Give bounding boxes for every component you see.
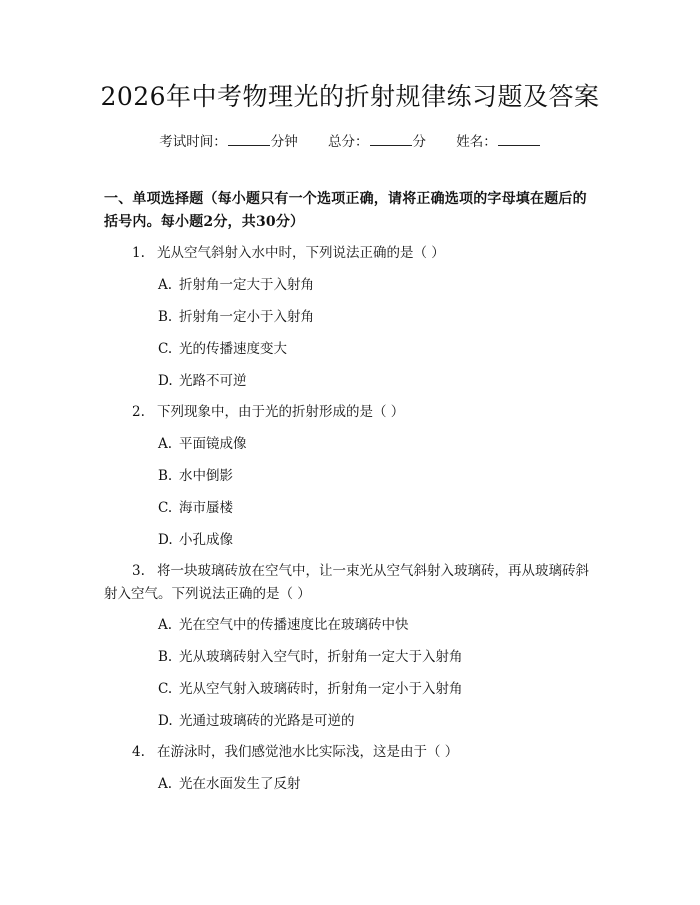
option-text: 水中倒影 (179, 468, 233, 484)
question-stem: 光从空气斜射入水中时，下列说法正确的是（ ） (157, 245, 445, 261)
option-text: 光在水面发生了反射 (179, 776, 301, 792)
option-1a[interactable] (158, 274, 314, 296)
option-text: 光的传播速度变大 (179, 341, 287, 357)
exam-time-unit: 分钟 (270, 134, 298, 150)
student-name-field (456, 131, 541, 152)
option-4a[interactable] (158, 773, 301, 795)
question-number: 1. (132, 245, 145, 261)
question-2 (132, 401, 404, 423)
option-letter: A. (158, 277, 173, 293)
exam-time-field (159, 131, 298, 152)
question-4 (132, 741, 458, 763)
document-title: 2026年中考物理光的折射规律练习题及答案 (100, 82, 600, 111)
question-1 (132, 242, 445, 264)
option-1d[interactable] (158, 370, 247, 392)
option-2d[interactable] (158, 529, 233, 551)
option-letter: D. (158, 373, 173, 389)
question-stem: 在游泳时，我们感觉池水比实际浅，这是由于（ ） (157, 744, 459, 760)
question-number: 4. (132, 744, 145, 760)
option-letter: D. (158, 713, 173, 729)
student-name-label: 姓名： (456, 134, 497, 150)
question-3 (104, 560, 598, 606)
question-number: 2. (132, 404, 145, 420)
option-text: 光路不可逆 (179, 373, 247, 389)
option-1c[interactable] (158, 338, 287, 360)
option-letter: C. (158, 341, 173, 357)
total-score-blank[interactable] (370, 131, 412, 146)
option-2c[interactable] (158, 497, 233, 519)
option-text: 光从玻璃砖射入空气时，折射角一定大于入射角 (179, 649, 463, 665)
option-1b[interactable] (158, 306, 314, 328)
option-text: 光通过玻璃砖的光路是可逆的 (179, 713, 355, 729)
option-letter: A. (158, 776, 173, 792)
option-text: 折射角一定大于入射角 (179, 277, 314, 293)
option-3a[interactable] (158, 614, 409, 636)
option-text: 小孔成像 (179, 532, 233, 548)
question-stem: 将一块玻璃砖放在空气中，让一束光从空气斜射入玻璃砖，再从玻璃砖斜射入空气。下列说法正确的是（ ） (104, 563, 589, 602)
option-letter: D. (158, 532, 173, 548)
exam-time-label: 考试时间： (159, 134, 227, 150)
section-heading: 一、单项选择题（每小题只有一个选项正确，请将正确选项的字母填在题后的括号内。每小题2分，共30分） (104, 191, 587, 230)
student-name-blank[interactable] (498, 131, 540, 146)
exam-meta-line (0, 131, 700, 152)
option-3d[interactable] (158, 710, 355, 732)
option-letter: A. (158, 617, 173, 633)
total-score-unit: 分 (412, 134, 426, 150)
option-letter: B. (158, 468, 173, 484)
exam-time-blank[interactable] (228, 131, 270, 146)
option-letter: B. (158, 649, 173, 665)
option-2b[interactable] (158, 465, 233, 487)
option-text: 平面镜成像 (179, 436, 247, 452)
option-3b[interactable] (158, 646, 463, 668)
option-text: 光在空气中的传播速度比在玻璃砖中快 (179, 617, 409, 633)
option-letter: C. (158, 500, 173, 516)
option-text: 光从空气射入玻璃砖时，折射角一定小于入射角 (179, 681, 463, 697)
option-text: 折射角一定小于入射角 (179, 309, 314, 325)
question-number: 3. (132, 563, 145, 579)
question-stem: 下列现象中，由于光的折射形成的是（ ） (157, 404, 405, 420)
option-letter: B. (158, 309, 173, 325)
option-letter: C. (158, 681, 173, 697)
option-text: 海市蜃楼 (179, 500, 233, 516)
option-2a[interactable] (158, 433, 247, 455)
total-score-label: 总分： (328, 134, 369, 150)
total-score-field (328, 131, 426, 152)
option-3c[interactable] (158, 678, 463, 700)
option-letter: A. (158, 436, 173, 452)
